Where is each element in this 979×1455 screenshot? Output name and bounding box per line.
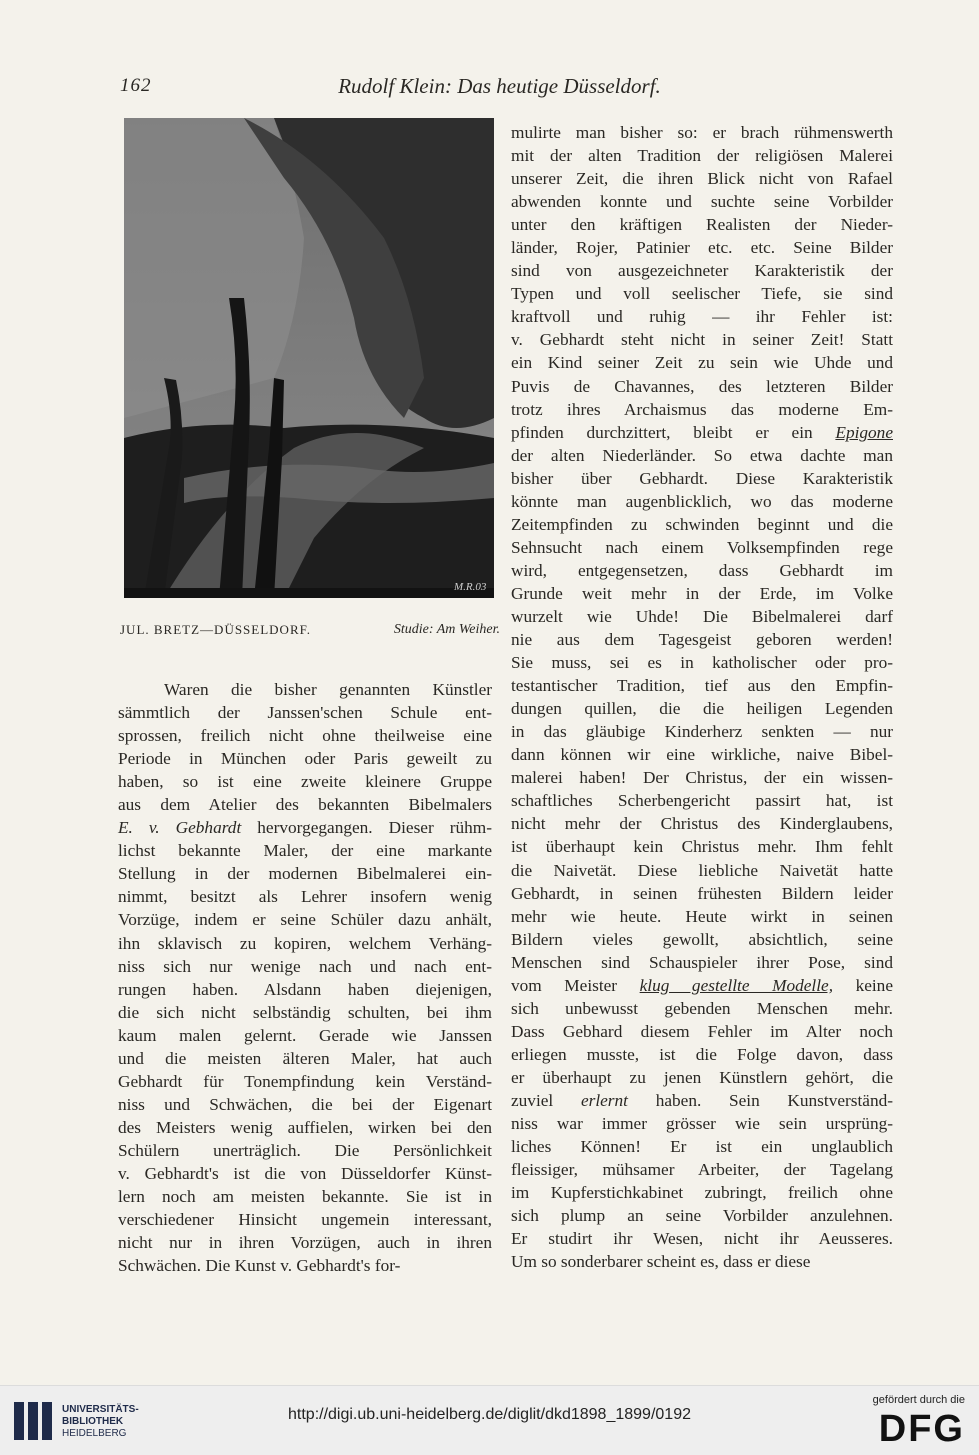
landscape-study-illustration	[124, 118, 494, 598]
digitization-footer	[0, 1385, 979, 1455]
text-line: Gebhardt für Tonempfindung kein Verständ-	[118, 1071, 492, 1091]
text-line: lichst bekannte Maler, der eine markante	[118, 841, 492, 861]
text-line: sämmtlich der Janssen'schen Schule ent-	[118, 703, 492, 723]
institution-line: BIBLIOTHEK	[62, 1416, 124, 1427]
text-line: Typen und voll seelischer Tiefe, sie sind	[511, 284, 893, 304]
text-line: Puvis de Chavannes, des letzteren Bilder	[511, 376, 893, 396]
text-line: ein Kind seiner Zeit zu sein wie Uhde und	[511, 353, 893, 373]
running-head: Rudolf Klein: Das heutige Düsseldorf.	[338, 74, 661, 98]
text-line: nicht nur in ihren Vorzügen, auch in ihren	[118, 1233, 492, 1253]
text-line: nicht mehr der Christus des Kinderglaubens,	[511, 814, 893, 834]
text-line: v. Gebhardt's ist die von Düsseldorfer Künst-	[118, 1163, 492, 1183]
text-line: sind von ausgezeichneter Karakteristik der	[511, 261, 893, 281]
text-line: E. v. Gebhardt hervorgegangen. Dieser rühm-	[118, 818, 492, 838]
text-line: erliegen musste, ist die Folge davon, dass	[511, 1044, 893, 1064]
text-line: Zeitempfinden zu schwinden beginnt und die	[511, 514, 893, 534]
text-line: fleissiger, mühsamer Arbeiter, der Tagelang	[511, 1160, 893, 1180]
text-line: mehr wie heute. Heute wirkt in seinen	[511, 906, 893, 926]
text-line: rungen haben. Alsdann haben diejenigen,	[118, 979, 492, 999]
text-line: Periode in München oder Paris geweilt zu	[118, 749, 492, 769]
text-line: nie aus dem Tagesgeist geboren werden!	[511, 630, 893, 650]
text-line: unter den kräftigen Realisten der Nieder-	[511, 215, 893, 235]
figure-caption	[120, 622, 500, 642]
text-line: Um so sonderbarer scheint es, dass er diese	[511, 1252, 811, 1272]
text-line: dann können wir eine wirkliche, naive Bibel-	[511, 745, 893, 765]
text-line: Dass Gebhard diesem Fehler im Alter noch	[511, 1021, 893, 1041]
text-line: Bildern vieles gewollt, absichtlich, seine	[511, 929, 893, 949]
text-line: v. Gebhardt steht nicht in seiner Zeit! Statt	[511, 330, 893, 350]
text-line: pfinden durchzittert, bleibt er ein Epigone	[511, 422, 893, 442]
caption-title: Studie: Am Weiher.	[393, 622, 500, 637]
text-line: Er studirt ihr Wesen, nicht ihr Aeusseres.	[511, 1229, 893, 1249]
artwork-image	[124, 118, 494, 598]
text-line: verschiedener Hinsicht ungemein interessant,	[118, 1210, 492, 1230]
page-number: 162	[120, 75, 152, 96]
text-line: kraftvoll und ruhig — ihr Fehler ist:	[511, 307, 893, 327]
text-line: bisher über Gebhardt. Diese Karakteristik	[511, 468, 893, 488]
text-line: malerei haben! Der Christus, der ein wissen-	[511, 768, 893, 788]
text-line: sich plump an seine Vorbilder anzulehnen.	[511, 1206, 893, 1226]
text-line: mit der alten Tradition der religiösen Malerei	[511, 146, 893, 166]
text-line: und die meisten älteren Maler, hat auch	[118, 1048, 492, 1068]
text-line: in das gläubige Kinderherz senkten — nur	[511, 722, 893, 742]
text-line: sprossen, freilich nicht ohne theilweise eine	[118, 726, 492, 746]
text-line: Grunde weit mehr in der Erde, im Volke	[511, 583, 893, 603]
text-line: aus dem Atelier des bekannten Bibelmalers	[118, 795, 492, 815]
text-line: niss war immer grösser wie sein ursprüng-	[511, 1114, 893, 1134]
text-line: zuviel erlernt haben. Sein Kunstverständ-	[511, 1090, 893, 1110]
text-line: mulirte man bisher so: er brach rühmenswerth	[511, 123, 893, 142]
right-text-column	[511, 121, 893, 1273]
text-line: schaftliches Scherbengericht passirt hat, ist	[511, 791, 893, 811]
text-line: Stellung in der modernen Bibelmalerei ein-	[118, 864, 492, 884]
text-line: ihn sklavisch zu kopiren, welchem Verhäng-	[118, 933, 492, 953]
text-line: kaum malen gelernt. Gerade wie Janssen	[118, 1025, 492, 1045]
text-line: Schülern unerträglich. Die Persönlichkeit	[118, 1140, 492, 1160]
text-line: die Naivetät. Diese liebliche Naivetät hatte	[511, 860, 893, 880]
text-line: Sie muss, sei es in katholischer oder pro-	[511, 653, 893, 673]
text-line: wird, entgegensetzen, dass Gebhardt im	[511, 560, 893, 580]
text-line: ist überhaupt kein Christus mehr. Ihm fehlt	[511, 837, 893, 857]
text-line: Gebhardt, in seinen frühesten Bildern leider	[511, 883, 893, 903]
text-line: die sich nicht selbständig schulten, bei ihm	[118, 1002, 492, 1022]
text-line: unserer Zeit, die ihren Blick nicht von Rafael	[511, 169, 893, 189]
text-line: liches Können! Er ist ein unglaublich	[511, 1137, 893, 1157]
funding-note: gefördert durch die	[872, 1394, 965, 1406]
institution-line: HEIDELBERG	[62, 1428, 127, 1439]
text-line: niss sich nur wenige nach und nach ent-	[118, 956, 492, 976]
text-line: haben, so ist eine zweite kleinere Gruppe	[118, 772, 492, 792]
text-line: des Meisters wenig auffielen, wirken bei den	[118, 1117, 492, 1137]
text-line: lern noch am meisten bekannte. Sie ist in	[118, 1187, 492, 1207]
text-line: Vorzüge, indem er seine Schüler dazu anhält,	[118, 910, 492, 930]
text-line: im Kupferstichkabinet zubringt, freilich ohne	[511, 1183, 893, 1203]
text-line: nimmt, besitzt als Lehrer insofern wenig	[118, 887, 492, 907]
text-line: Menschen sind Schauspieler ihrer Pose, sind	[511, 952, 893, 972]
text-line: vom Meister klug gestellte Modelle, keine	[511, 975, 893, 995]
text-line: dungen quillen, die die heiligen Legenden	[511, 699, 893, 719]
text-line: Waren die bisher genannten Künstler	[164, 680, 492, 699]
text-line: wurzelt wie Uhde! Die Bibelmalerei darf	[511, 606, 893, 626]
caption-artist: JUL. BRETZ—DÜSSELDORF.	[120, 622, 312, 637]
text-line: Schwächen. Die Kunst v. Gebhardt's for-	[118, 1256, 401, 1276]
institution-line: UNIVERSITÄTS-	[62, 1404, 139, 1415]
text-line: länder, Rojer, Patinier etc. etc. Seine Bilder	[511, 238, 893, 258]
text-line: könnte man augenblicklich, wo das moderne	[511, 491, 893, 511]
text-line: niss und Schwächen, die bei der Eigenart	[118, 1094, 492, 1114]
text-line: testantischer Tradition, tief aus den Empfin-	[511, 676, 893, 696]
text-line: Sehnsucht nach einem Volksempfinden rege	[511, 537, 893, 557]
permalink-url[interactable]: http://digi.ub.uni-heidelberg.de/diglit/dkd1898_1899/0192	[288, 1406, 691, 1423]
artist-monogram: M.R.03	[454, 581, 487, 593]
left-text-column	[118, 678, 492, 1277]
text-line: abwenden konnte und suchte seine Vorbilder	[511, 192, 893, 212]
text-line: sich unbewusst gebenden Menschen mehr.	[511, 998, 893, 1018]
text-line: trotz ihres Archaismus das moderne Em-	[511, 399, 893, 419]
text-line: er überhaupt zu jenen Künstlern gehört, die	[511, 1067, 893, 1087]
dfg-logo: DFG	[878, 1408, 965, 1450]
text-line: der alten Niederländer. So etwa dachte man	[511, 445, 893, 465]
